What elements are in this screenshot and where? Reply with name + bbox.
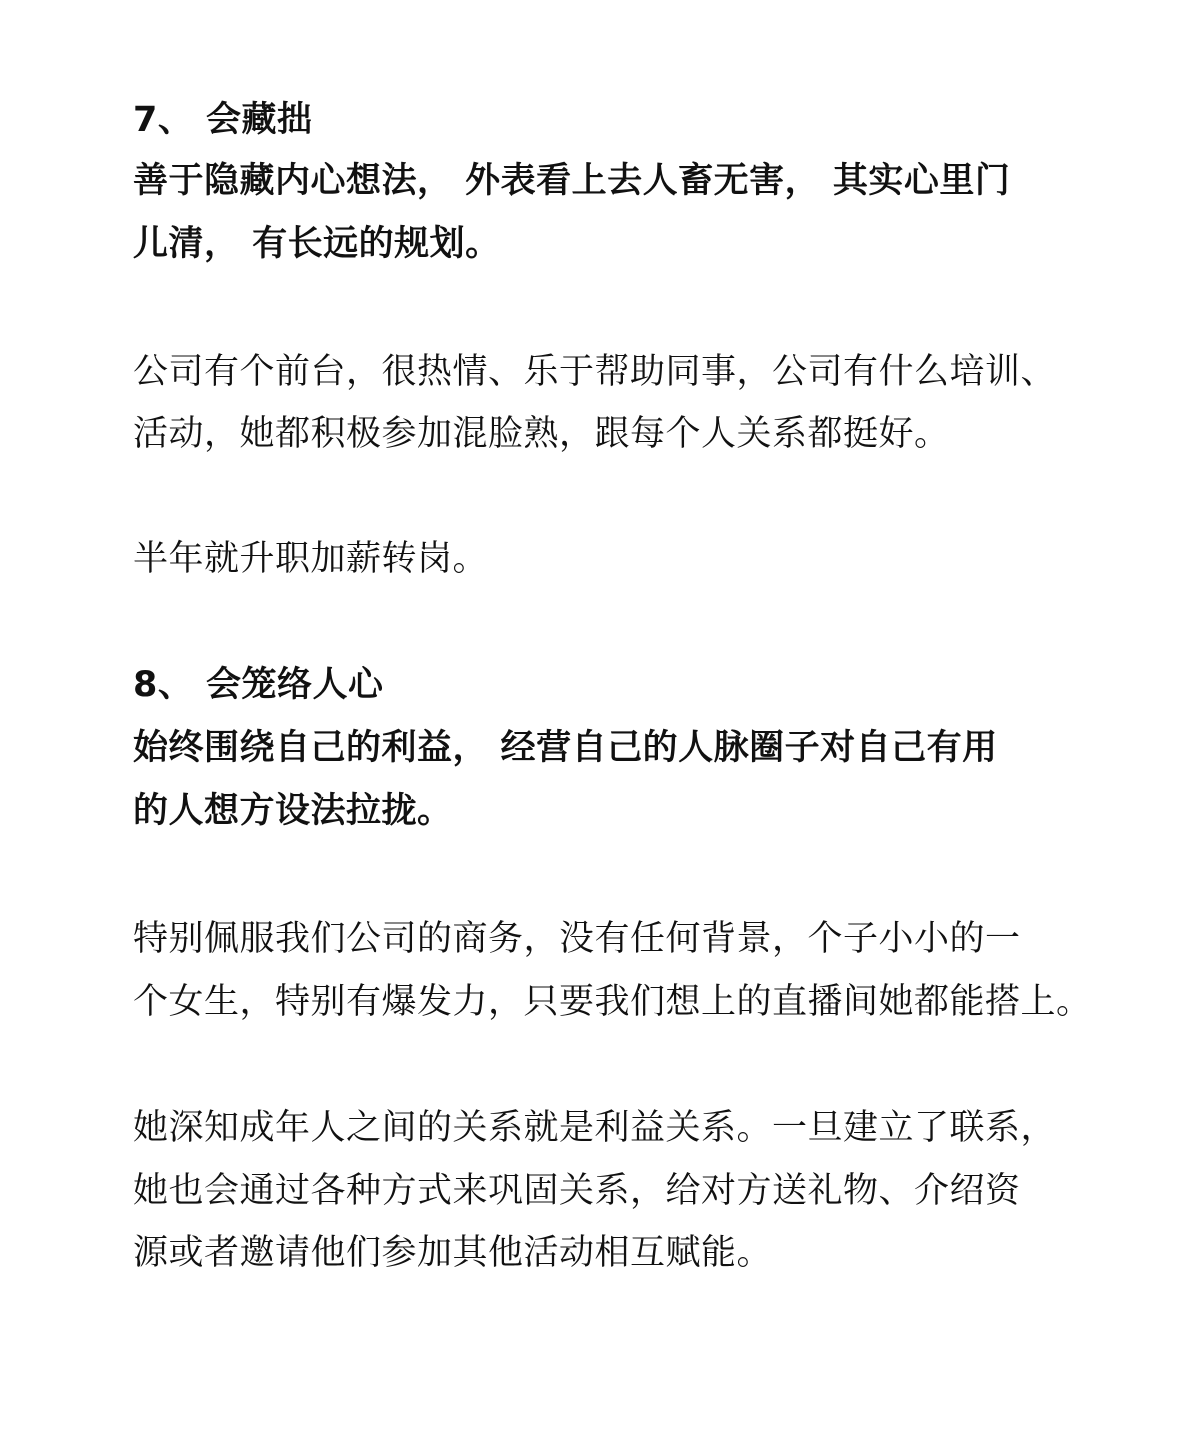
section-8-heading: 8、 会笼络人心: [133, 665, 384, 705]
section-7-heading: 7、 会藏拙: [133, 100, 313, 140]
section-8-paragraph-2-line-1: 她深知成年人之间的关系就是利益关系。一旦建立了联系，: [133, 1108, 1057, 1148]
section-8-paragraph-1-line-2: 个女生，特别有爆发力，只要我们想上的直播间她都能搭上。: [133, 982, 1092, 1022]
section-7-summary-line-1: 善于隐藏内心想法， 外表看上去人畜无害， 其实心里门: [133, 161, 1011, 201]
section-8-summary-line-2: 的人想方设法拉拢。: [133, 791, 453, 831]
section-7-summary-line-2: 儿清， 有长远的规划。: [133, 224, 501, 264]
section-8-paragraph-1-line-1: 特别佩服我们公司的商务，没有任何背景，个子小小的一: [133, 919, 1021, 959]
section-8-paragraph-2-line-2: 她也会通过各种方式来巩固关系，给对方送礼物、介绍资: [133, 1171, 1021, 1211]
section-7-paragraph-2-line-1: 半年就升职加薪转岗。: [133, 539, 489, 579]
section-8-paragraph-2-line-3: 源或者邀请他们参加其他活动相互赋能。: [133, 1233, 773, 1273]
section-8-summary-line-1: 始终围绕自己的利益， 经营自己的人脉圈子对自己有用: [133, 728, 998, 768]
section-7-paragraph-1-line-1: 公司有个前台，很热情、乐于帮助同事，公司有什么培训、: [133, 352, 1057, 392]
section-7-paragraph-1-line-2: 活动，她都积极参加混脸熟，跟每个人关系都挺好。: [133, 414, 950, 454]
